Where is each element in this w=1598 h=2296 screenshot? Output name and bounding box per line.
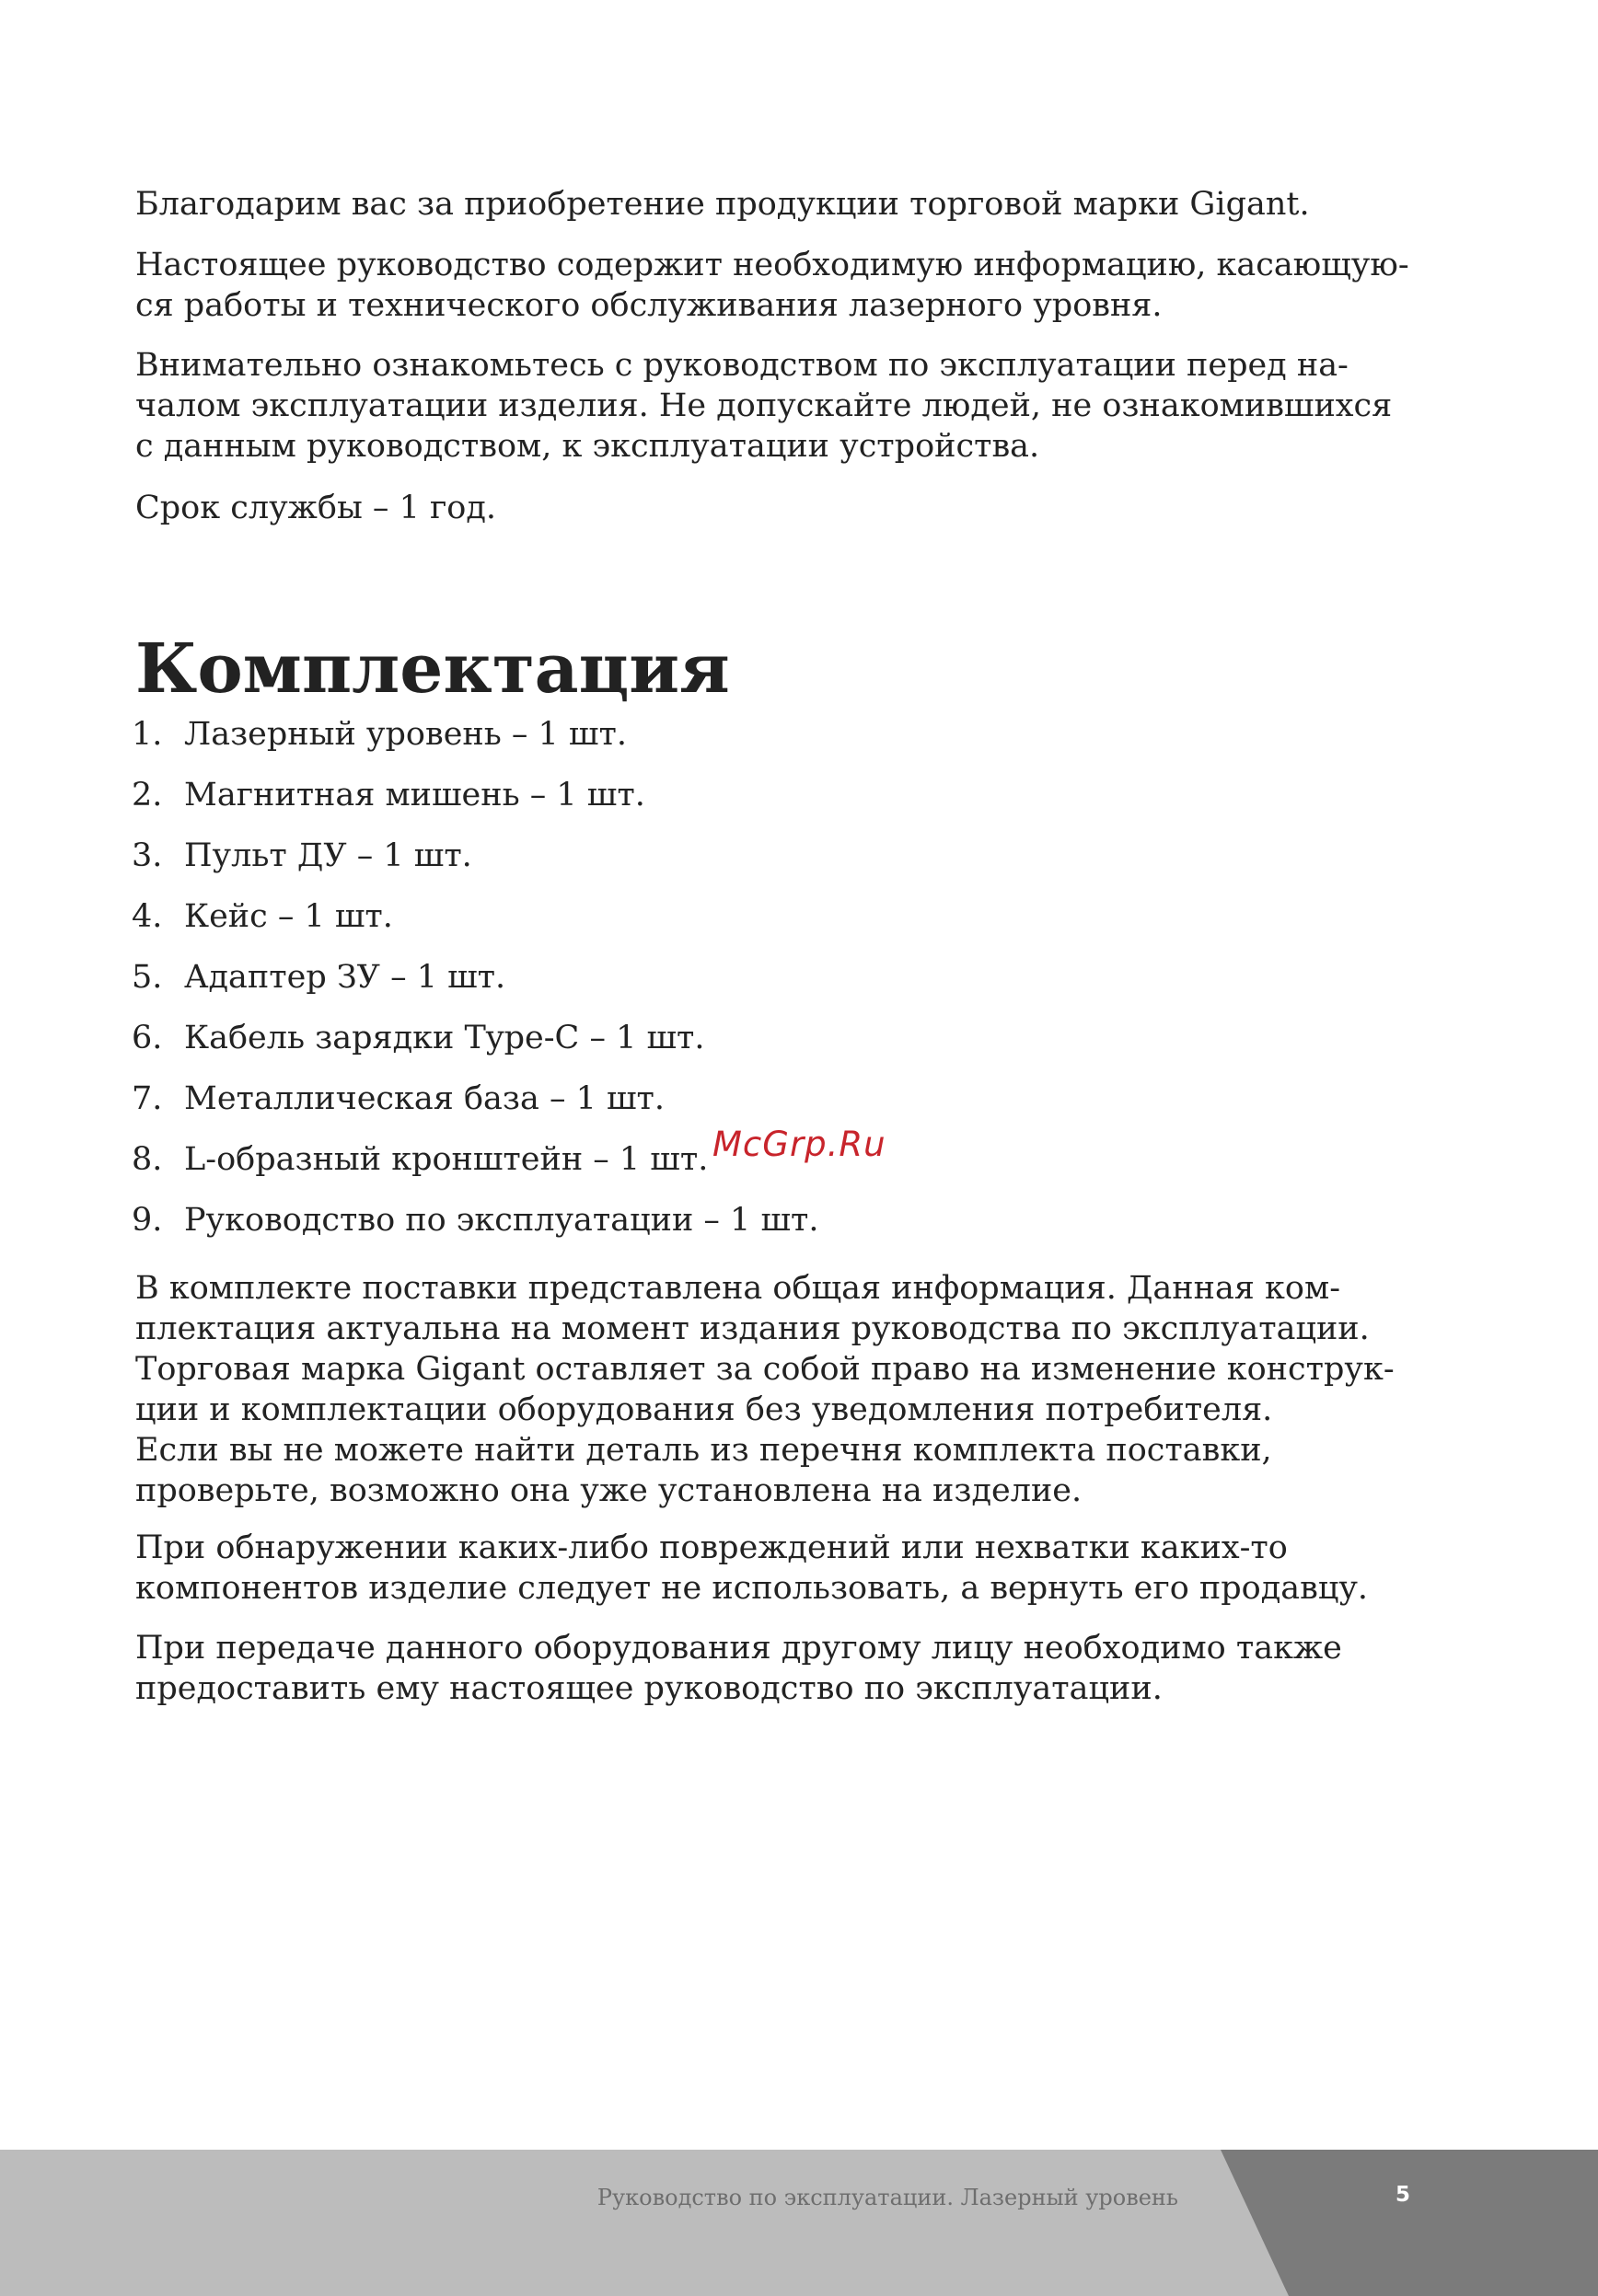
- package-contents-list: [132, 714, 818, 1261]
- list-item-text: Кейс – 1 шт.: [184, 898, 393, 935]
- intro-paragraph-3: Внимательно ознакомьтесь с руководством по эксплуатации перед на- чалом эксплуатации изделия. Не допускайте людей, не ознакомившихся с данным руководством, к эксплуатации устройства.: [135, 347, 1393, 465]
- list-item-number: 2.: [132, 777, 163, 813]
- list-item: [132, 896, 818, 957]
- intro-paragraph-2: Настоящее руководство содержит необходимую информацию, касающую- ся работы и технического обслуживания лазерного уровня.: [135, 247, 1409, 324]
- list-item-number: 8.: [132, 1141, 163, 1178]
- list-item: [132, 775, 818, 836]
- transfer-note-paragraph: При передаче данного оборудования другому лицу необходимо также предоставить ему настоящее руководство по эксплуатации.: [135, 1630, 1342, 1707]
- list-item-number: 7.: [132, 1080, 163, 1117]
- footer-title: Руководство по эксплуатации. Лазерный уровень: [596, 2185, 1178, 2210]
- list-item: [132, 957, 818, 1018]
- damage-note-paragraph: При обнаружении каких-либо повреждений или нехватки каких-то компонентов изделие следует не использовать, а вернуть его продавцу.: [135, 1529, 1369, 1607]
- service-life-text: Срок службы – 1 год.: [135, 490, 497, 526]
- list-item-text: Пульт ДУ – 1 шт.: [184, 837, 472, 874]
- list-item-text: Лазерный уровень – 1 шт.: [184, 716, 627, 753]
- list-item-number: 9.: [132, 1202, 163, 1239]
- list-item: [132, 1200, 818, 1261]
- list-item-number: 3.: [132, 837, 163, 874]
- list-item-text: L-образный кронштейн – 1 шт.: [184, 1141, 709, 1178]
- list-item-number: 5.: [132, 959, 163, 996]
- list-item-text: Кабель зарядки Type-C – 1 шт.: [184, 1020, 705, 1056]
- page-footer: [0, 2150, 1598, 2296]
- list-item-text: Руководство по эксплуатации – 1 шт.: [184, 1202, 819, 1239]
- list-item-number: 6.: [132, 1020, 163, 1056]
- list-item-text: Металлическая база – 1 шт.: [184, 1080, 666, 1117]
- list-item-number: 4.: [132, 898, 163, 935]
- list-item: [132, 1018, 818, 1079]
- list-item-text: Адаптер ЗУ – 1 шт.: [184, 959, 506, 996]
- intro-paragraph-1: Благодарим вас за приобретение продукции торговой марки Gigant.: [135, 186, 1310, 223]
- list-item-number: 1.: [132, 716, 163, 753]
- watermark-text: McGrp.Ru: [712, 1125, 886, 1164]
- section-heading: Комплектация: [135, 629, 730, 709]
- list-item: [132, 714, 818, 775]
- list-item-text: Магнитная мишень – 1 шт.: [184, 777, 645, 813]
- page-number: 5: [1395, 2183, 1411, 2207]
- package-note-paragraph: В комплекте поставки представлена общая информация. Данная ком- плектация актуальна на момент издания руководства по эксплуатации. Торговая марка Gigant оставляет за собой право на изменение конструк- ции и комплектации оборудования без уведомления потребителя. Если вы не можете найти деталь из перечня комплекта поставки, проверьте, возможно она уже установлена на изделие.: [135, 1270, 1395, 1509]
- list-item: [132, 836, 818, 896]
- footer-tab-shape: [0, 2150, 1598, 2296]
